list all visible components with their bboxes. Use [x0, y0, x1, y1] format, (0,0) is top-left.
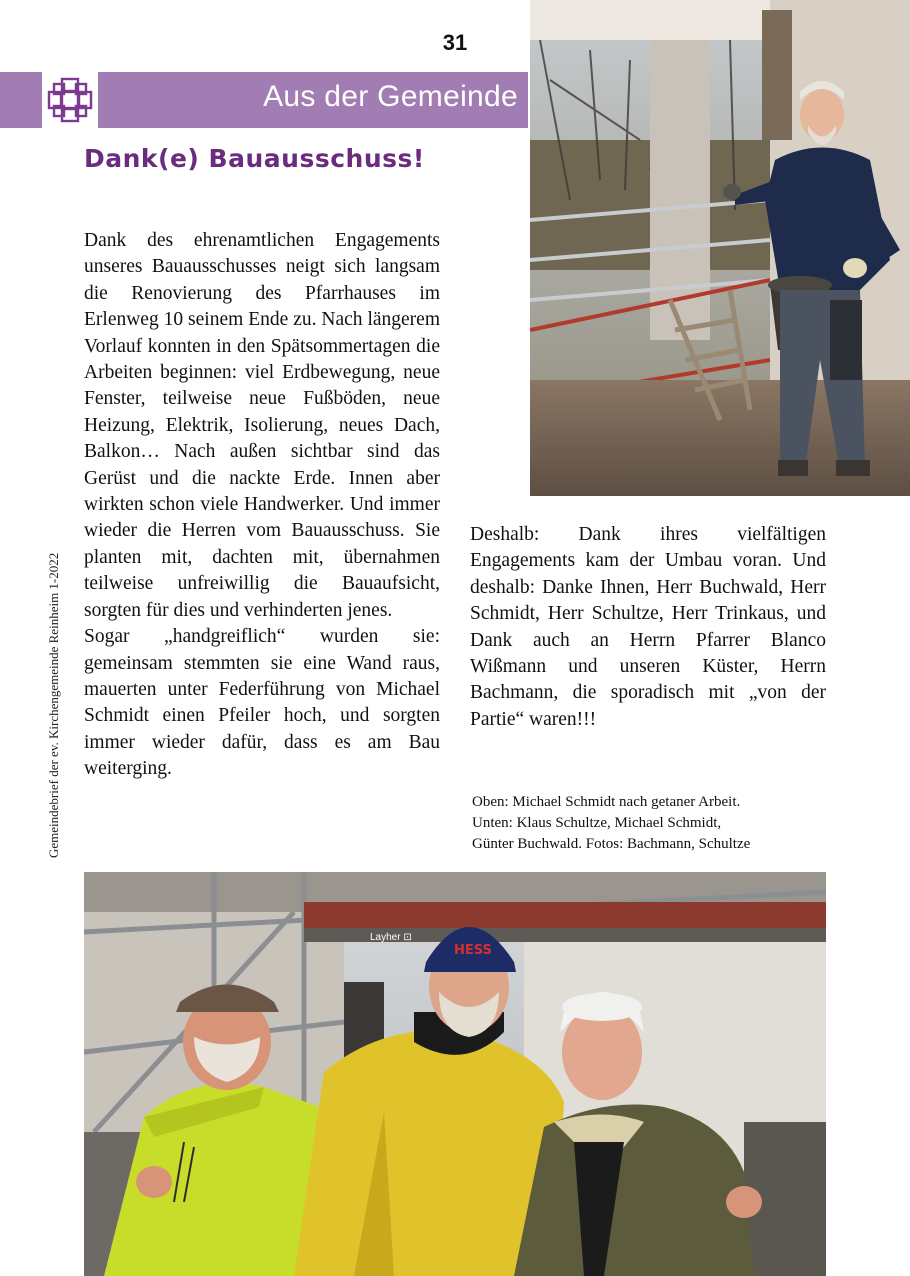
section-header-bar	[0, 72, 528, 128]
hat-logo-text: HESS	[454, 943, 492, 958]
caption-line-2: Unten: Klaus Schultze, Michael Schmidt,	[472, 815, 722, 831]
logo-box	[42, 72, 98, 128]
scaffold-label: Layher ⊡	[370, 932, 412, 943]
caption-line-3: Günter Buchwald. Fotos: Bachmann, Schultze	[472, 836, 751, 852]
section-title: Aus der Gemeinde	[263, 80, 518, 113]
photo-michael-schmidt	[530, 0, 910, 496]
article-column-left	[84, 228, 440, 783]
article-column-right	[470, 522, 826, 733]
page-number: 31	[442, 30, 468, 55]
paragraph-3: Deshalb: Dank ihres vielfältigen Engagements kam der Umbau voran. Und deshalb: Danke Ihnen, Herr Buchwald, Herr Schmidt, Herr Schultze, Herr Trinkaus, und Dank auch an Herrn Pfarrer Blanco Wißmann und unseren Küster, Herrn Bachmann, die sporadisch mit „von der Partie“ waren!!!	[470, 524, 826, 730]
paragraph-1: Dank des ehrenamtlichen Engagements unseres Bauausschusses neigt sich langsam die Renovierung des Pfarrhauses im Erlenweg 10 seinem Ende zu. Nach längerem Vorlauf konnten in den Spätsommertagen die Arbeiten beginnen: viel Erdbewegung, neue Fenster, teilweise neue Fußböden, neue Heizung, Elektrik, Isolierung, neues Dach, Balkon… Nach außen sichtbar sind das Gerüst und die nackte Erde. Innen aber wirkten schon viele Handwerker. Und immer wieder die Herren vom Bauausschuss. Sie planten mit, dachten mit, übernahmen teilweise unfreiwillig die Bauaufsicht, sorgten für dies und verhinderten jenes.	[84, 230, 440, 621]
photo-caption	[472, 792, 832, 855]
photo-three-men	[84, 872, 826, 1276]
article-headline: Dank(e) Bauausschuss!	[84, 144, 425, 173]
caption-line-1: Oben: Michael Schmidt nach getaner Arbeit.	[472, 794, 741, 810]
church-cross-logo-icon	[45, 75, 95, 125]
side-label: Gemeindebrief der ev. Kirchengemeinde Reinheim 1-2022	[46, 552, 61, 858]
paragraph-2: Sogar „handgreiflich“ wurden sie: gemeinsam stemmten sie eine Wand raus, mauerten unter Federführung von Michael Schmidt einen Pfeiler hoch, und sorgten immer wieder dafür, dass es am Bau weiterging.	[84, 626, 440, 780]
